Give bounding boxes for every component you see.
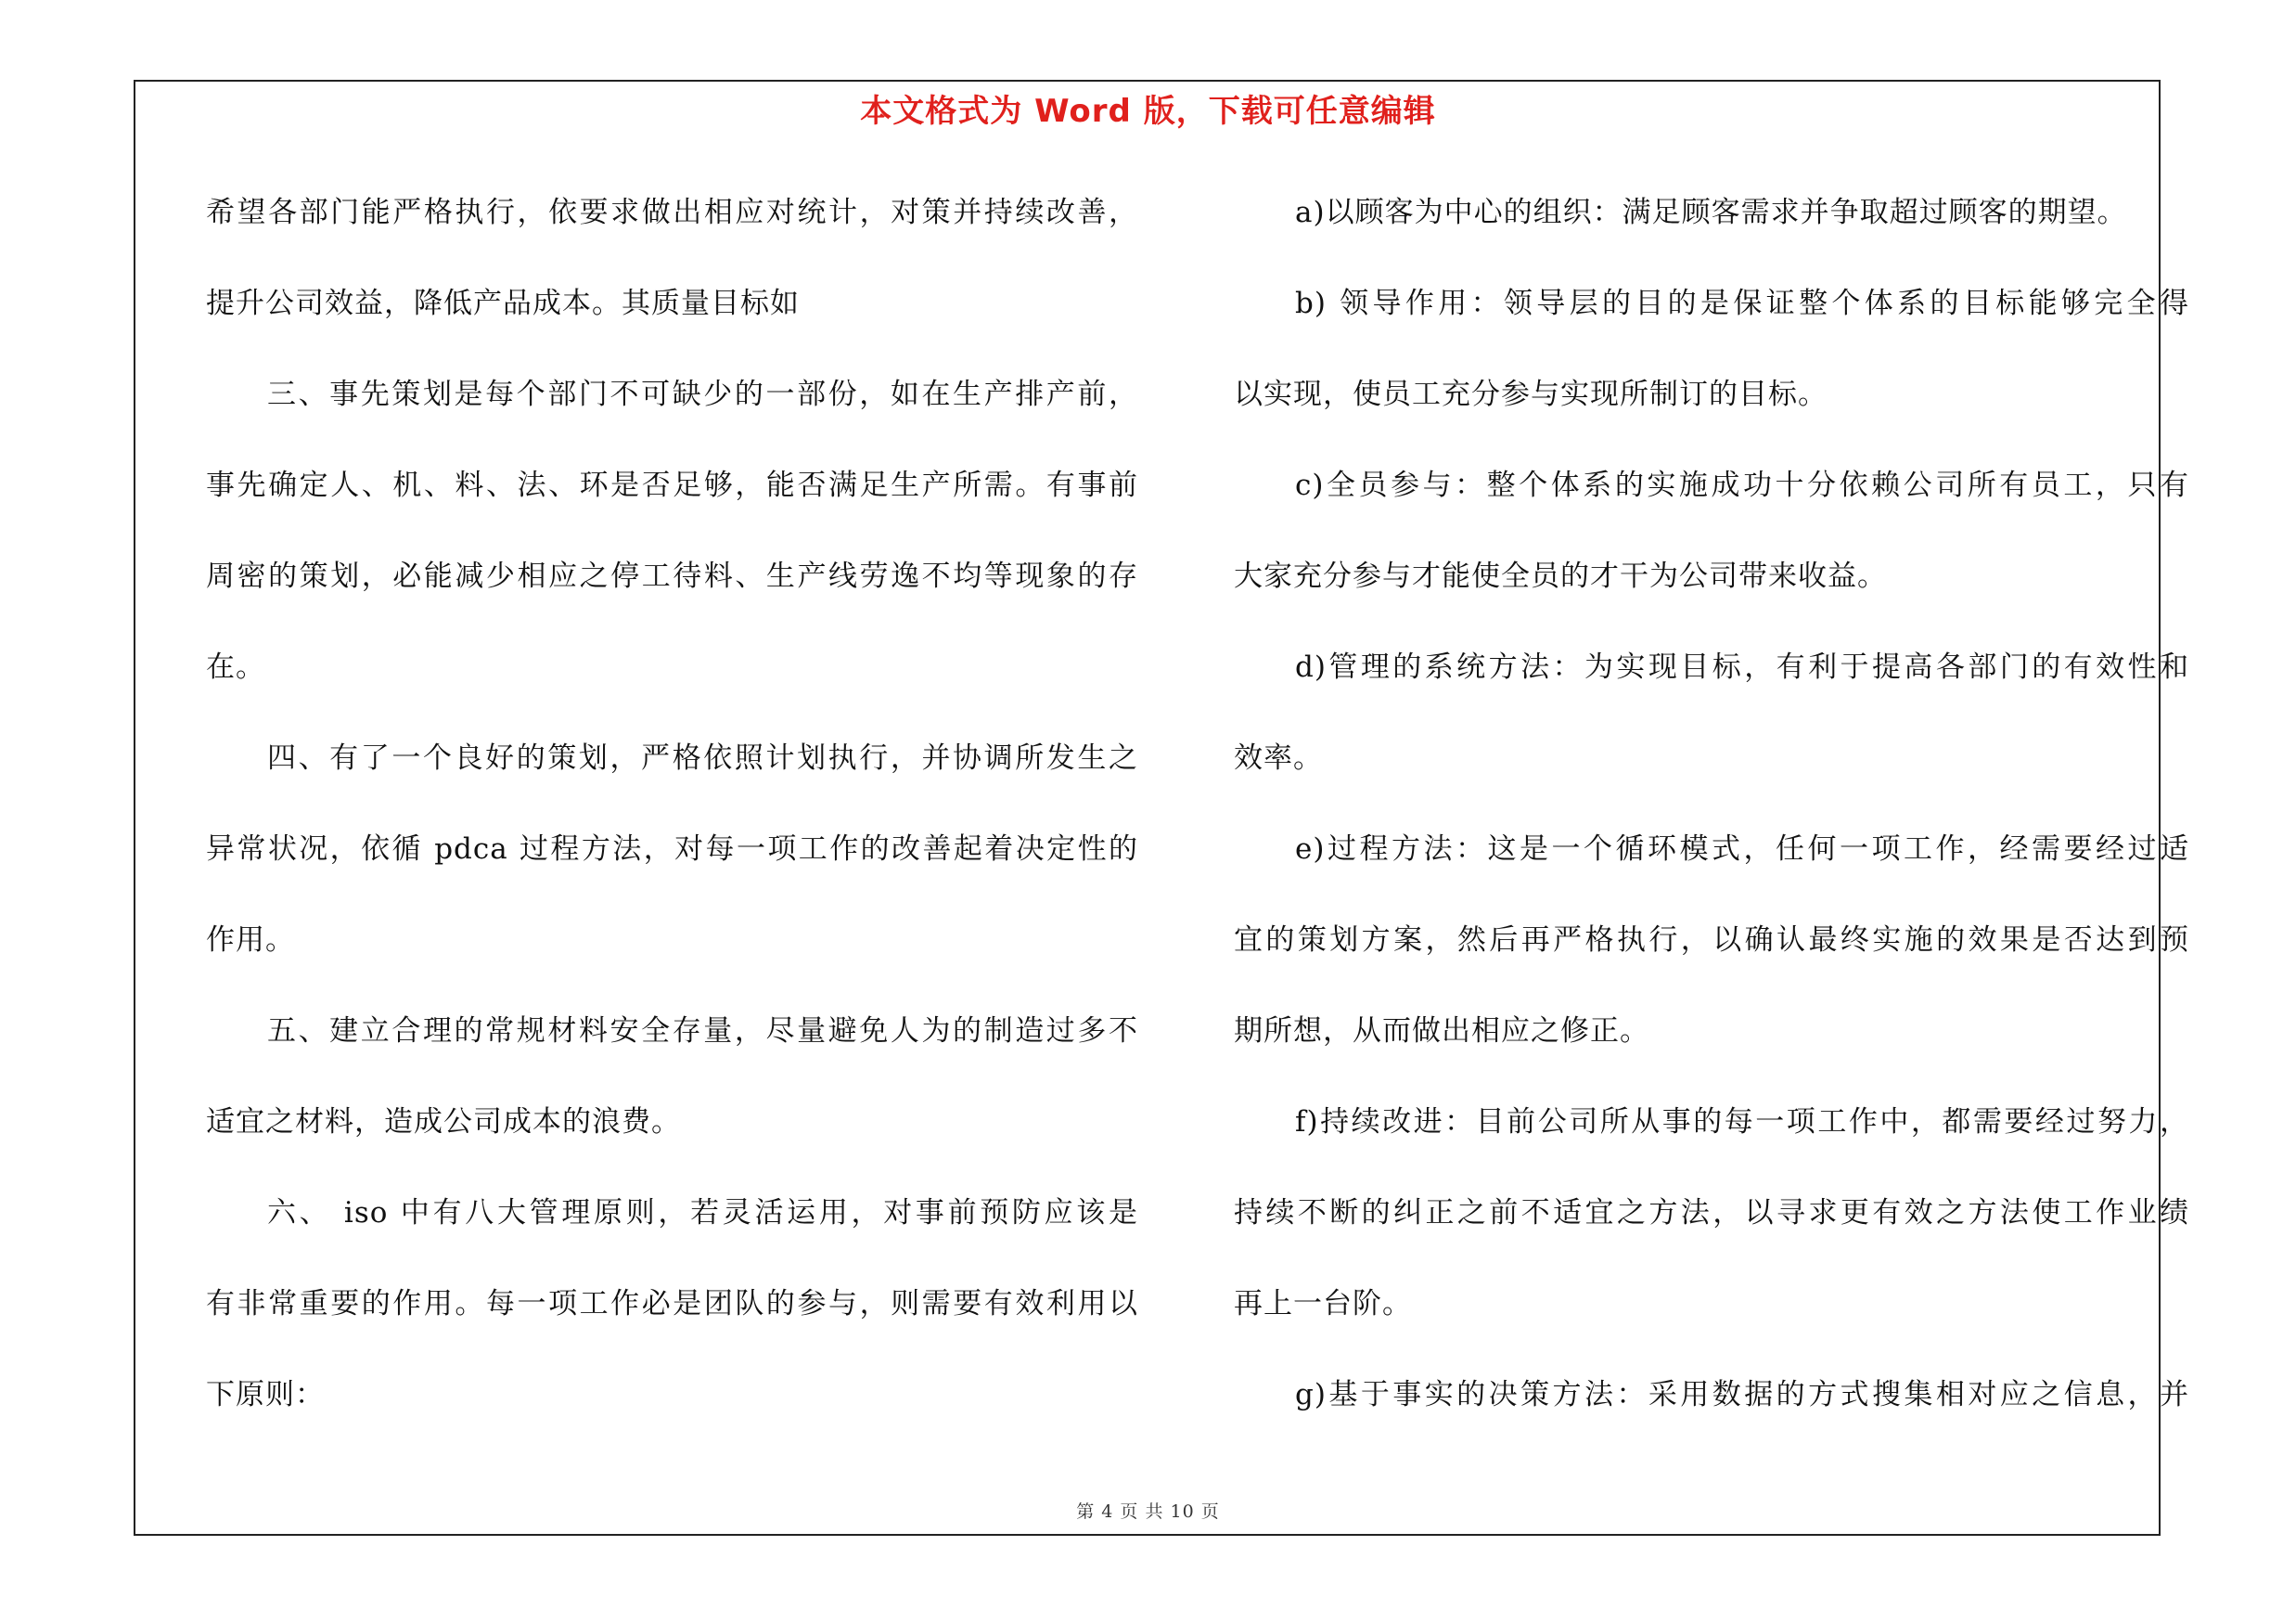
- text-line: 提升公司效益，降低产品成本。其质量目标如: [206, 287, 800, 320]
- text-line: g)基于事实的决策方法：采用数据的方式搜集相对应之信息，并: [1295, 1378, 2189, 1411]
- text-line: 适宜之材料，造成公司成本的浪费。: [206, 1105, 681, 1139]
- text-line: 期所想，从而做出相应之修正。: [1234, 1014, 1649, 1048]
- page-number-footer: 第 4 页 共 10 页: [1076, 1501, 1220, 1522]
- text-line: 希望各部门能严格执行，依要求做出相应对统计，对策并持续改善，: [206, 196, 1138, 229]
- text-line: 异常状况，依循 pdca 过程方法，对每一项工作的改善起着决定性的: [206, 832, 1138, 866]
- text-line: 五、建立合理的常规材料安全存量，尽量避免人为的制造过多不: [267, 1014, 1138, 1048]
- text-line: 三、事先策划是每个部门不可缺少的一部份，如在生产排产前，: [267, 378, 1138, 411]
- text-line: 有非常重要的作用。每一项工作必是团队的参与，则需要有效利用以: [206, 1287, 1138, 1320]
- text-line: f)持续改进：目前公司所从事的每一项工作中，都需要经过努力，: [1295, 1105, 2189, 1139]
- text-line: 周密的策划，必能减少相应之停工待料、生产线劳逸不均等现象的存: [206, 560, 1138, 593]
- text-line: 以实现，使员工充分参与实现所制订的目标。: [1234, 378, 1828, 411]
- left-column: [206, 186, 1138, 1459]
- text-line: 六、 iso 中有八大管理原则，若灵活运用，对事前预防应该是: [267, 1196, 1138, 1230]
- text-line: 下原则：: [206, 1378, 325, 1411]
- text-line: e)过程方法：这是一个循环模式，任何一项工作，经需要经过适: [1295, 832, 2189, 866]
- text-line: c)全员参与：整个体系的实施成功十分依赖公司所有员工，只有: [1295, 469, 2189, 502]
- text-line: 持续不断的纠正之前不适宜之方法，以寻求更有效之方法使工作业绩: [1234, 1196, 2189, 1230]
- text-line: 大家充分参与才能使全员的才干为公司带来收益。: [1234, 560, 1887, 593]
- text-line: 作用。: [206, 923, 295, 957]
- text-line: 在。: [206, 650, 265, 684]
- text-line: 效率。: [1234, 741, 1323, 775]
- word-format-banner: 本文格式为 Word 版，下载可任意编辑: [860, 93, 1436, 130]
- right-column: [1234, 186, 2189, 1459]
- text-line: 事先确定人、机、料、法、环是否足够，能否满足生产所需。有事前: [206, 469, 1138, 502]
- text-line: d)管理的系统方法：为实现目标，有利于提高各部门的有效性和: [1295, 650, 2189, 684]
- text-line: 宜的策划方案，然后再严格执行，以确认最终实施的效果是否达到预: [1234, 923, 2189, 957]
- text-line: a)以顾客为中心的组织：满足顾客需求并争取超过顾客的期望。: [1295, 196, 2127, 229]
- text-line: b) 领导作用：领导层的目的是保证整个体系的目标能够完全得: [1295, 287, 2189, 320]
- text-line: 再上一台阶。: [1234, 1287, 1412, 1320]
- text-line: 四、有了一个良好的策划，严格依照计划执行，并协调所发生之: [267, 741, 1138, 775]
